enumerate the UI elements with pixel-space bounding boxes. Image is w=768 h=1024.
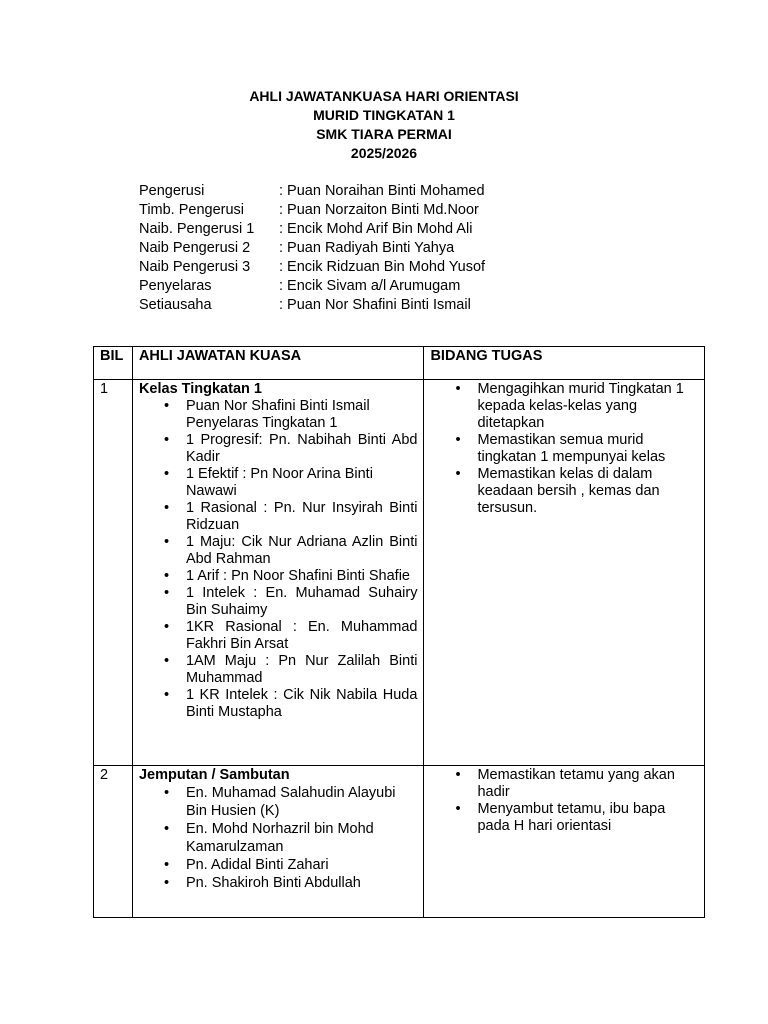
- list-item: • Mengagihkan murid Tingkatan 1 kepada kelas-kelas yang ditetapkan: [477, 381, 698, 432]
- bil-cell: 2: [94, 766, 133, 918]
- officer-name: : Puan Nor Shafini Binti Ismail: [279, 297, 471, 313]
- officer-name: : Puan Radiyah Binti Yahya: [279, 240, 455, 256]
- list-item: • Pn. Adidal Binti Zahari: [186, 856, 418, 874]
- members-cell: [132, 766, 424, 918]
- list-item: • 1 Maju: Cik Nur Adriana Azlin Binti Abd Rahman: [186, 534, 418, 568]
- list-item: • Memastikan kelas di dalam keadaan bersih , kemas dan tersusun.: [477, 466, 698, 517]
- duty-list: [430, 767, 698, 835]
- officer-row: [139, 201, 485, 220]
- committee-table: [93, 346, 705, 918]
- duty-list: [430, 381, 698, 517]
- officer-row: [139, 220, 485, 239]
- officer-role: Naib. Pengerusi 1: [139, 221, 255, 237]
- section-title: Jemputan / Sambutan: [138, 767, 290, 783]
- list-item: • 1 Efektif : Pn Noor Arina Binti Nawawi: [186, 466, 418, 500]
- list-item: • 1 Intelek : En. Muhamad Suhairy Bin Suhaimy: [186, 585, 418, 619]
- officer-name: : Encik Sivam a/l Arumugam: [279, 278, 461, 294]
- list-item: • 1 Rasional : Pn. Nur Insyirah Binti Ridzuan: [186, 500, 418, 534]
- officer-name: : Puan Norzaiton Binti Md.Noor: [279, 202, 479, 218]
- document-title: [0, 87, 768, 163]
- table-row: [94, 766, 705, 918]
- member-list: [139, 398, 418, 721]
- officer-row: [139, 239, 485, 258]
- table-header-row: [94, 347, 705, 380]
- title-line-2: MURID TINGKATAN 1: [313, 107, 455, 123]
- list-item: • En. Mohd Norhazril bin Mohd Kamarulzaman: [186, 820, 418, 856]
- list-item: • En. Muhamad Salahudin Alayubi Bin Husien (K): [186, 784, 418, 820]
- officer-role: Pengerusi: [139, 183, 205, 199]
- bil-cell: 1: [94, 380, 133, 766]
- officer-role: Naib Pengerusi 2: [139, 240, 251, 256]
- bil-header: BIL: [94, 347, 133, 380]
- members-cell: [132, 380, 424, 766]
- title-line-3: SMK TIARA PERMAI: [316, 126, 452, 142]
- duties-cell: [424, 380, 705, 766]
- officer-row: [139, 182, 485, 201]
- list-item: • Memastikan semua murid tingkatan 1 mempunyai kelas: [477, 432, 698, 466]
- officer-role: Timb. Pengerusi: [139, 202, 245, 218]
- section-title: Kelas Tingkatan 1: [138, 381, 262, 397]
- officer-name: : Encik Ridzuan Bin Mohd Yusof: [279, 259, 486, 275]
- list-item: • Menyambut tetamu, ibu bapa pada H hari orientasi: [477, 801, 698, 835]
- ahli-header: AHLI JAWATAN KUASA: [132, 347, 424, 380]
- list-item: • 1KR Rasional : En. Muhammad Fakhri Bin Arsat: [186, 619, 418, 653]
- officer-role: Naib Pengerusi 3: [139, 259, 251, 275]
- list-item: • Puan Nor Shafini Binti Ismail Penyelaras Tingkatan 1: [186, 398, 418, 432]
- member-list: [139, 784, 418, 892]
- officer-list: [139, 182, 485, 315]
- list-item: • Memastikan tetamu yang akan hadir: [477, 767, 698, 801]
- officer-name: : Puan Noraihan Binti Mohamed: [279, 183, 485, 199]
- officer-role: Penyelaras: [139, 278, 212, 294]
- list-item: • Pn. Shakiroh Binti Abdullah: [186, 874, 418, 892]
- officer-row: [139, 258, 485, 277]
- officer-name: : Encik Mohd Arif Bin Mohd Ali: [279, 221, 473, 237]
- duties-cell: [424, 766, 705, 918]
- list-item: • 1 Progresif: Pn. Nabihah Binti Abd Kadir: [186, 432, 418, 466]
- officer-row: [139, 277, 485, 296]
- title-line-1: AHLI JAWATANKUASA HARI ORIENTASI: [249, 88, 519, 104]
- bidang-header: BIDANG TUGAS: [424, 347, 705, 380]
- list-item: • 1AM Maju : Pn Nur Zalilah Binti Muhammad: [186, 653, 418, 687]
- officer-row: [139, 296, 485, 315]
- officer-role: Setiausaha: [139, 297, 212, 313]
- list-item: • 1 Arif : Pn Noor Shafini Binti Shafie: [186, 568, 418, 585]
- title-line-4: 2025/2026: [350, 145, 418, 161]
- table-row: [94, 380, 705, 766]
- list-item: • 1 KR Intelek : Cik Nik Nabila Huda Binti Mustapha: [186, 687, 418, 721]
